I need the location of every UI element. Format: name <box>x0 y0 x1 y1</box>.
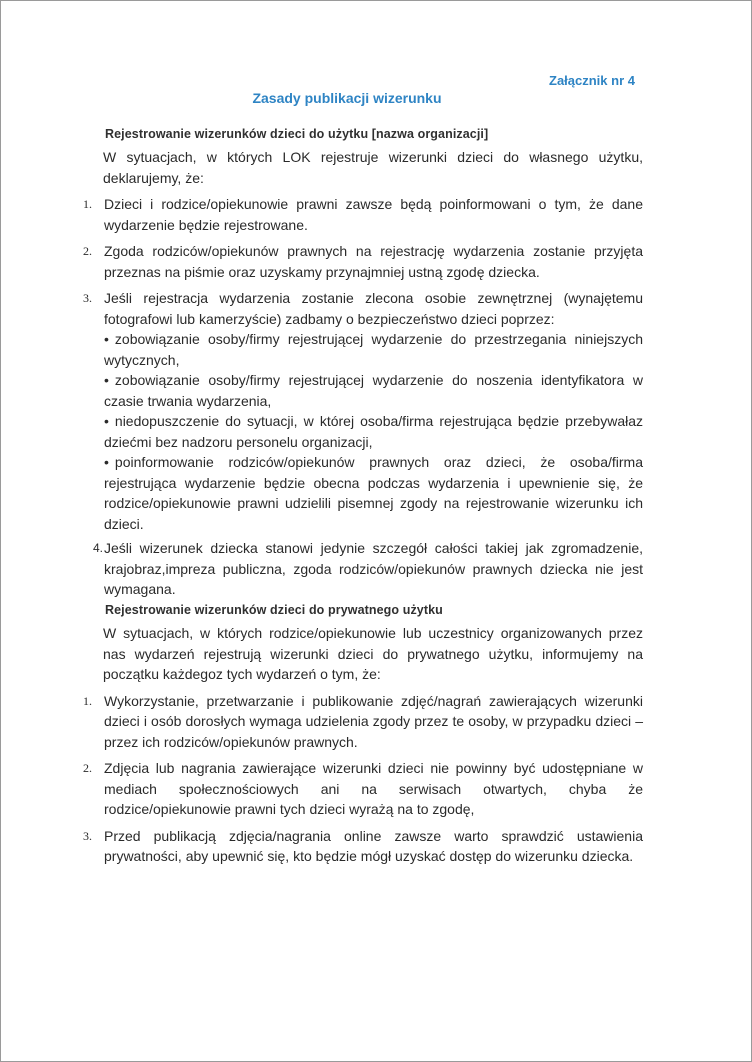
list-item-text: Zdjęcia lub nagrania zawierające wizerunki dzieci nie powinny być udostępniane w mediach społecznościowych ani na serwisach otwartych, chyba że rodzice/opiekunowie prawni tych dzieci wyrażą na to zgodę, <box>104 760 643 817</box>
list-item <box>83 241 643 282</box>
bullet-icon: • <box>104 372 109 388</box>
bullet-icon: • <box>104 454 109 470</box>
bullet-item <box>104 411 643 452</box>
list-item <box>83 288 643 534</box>
list-item <box>83 194 643 235</box>
list-number: 1. <box>83 197 92 211</box>
list-item-text: Jeśli wizerunek dziecka stanowi jedynie szczegół całości takiej jak zgromadzenie, krajobraz,impreza publiczna, zgoda rodziców/opiekunów prawnych dziecka nie jest wymagana. <box>104 540 643 597</box>
list-number: 3. <box>83 828 92 843</box>
list-number: 4. <box>93 541 104 555</box>
bullet-text: zobowiązanie osoby/firmy rejestrującej wydarzenie do noszenia identyfikatora w czasie trwania wydarzenia, <box>104 372 643 409</box>
attachment-label: Załącznik nr 4 <box>549 73 635 88</box>
list-number: 2. <box>83 244 92 258</box>
list-number: 3. <box>83 291 92 305</box>
section-heading: Rejestrowanie wizerunków dzieci do prywatnego użytku <box>105 603 443 617</box>
list-number: 1. <box>83 693 92 708</box>
list-item <box>83 826 643 867</box>
list-item <box>83 538 643 600</box>
bullet-text: zobowiązanie osoby/firmy rejestrującej wydarzenie do przestrzegania niniejszych wytycznych, <box>104 331 643 368</box>
list-item-text: Wykorzystanie, przetwarzanie i publikowanie zdjęć/nagrań zawierających wizerunki dzieci i osób dorosłych wymaga udzielenia zgody przez te osoby, w przypadku dzieci – przez ich rodziców/opiekunów prawnych. <box>104 692 643 750</box>
list-number: 2. <box>83 761 92 775</box>
bullet-icon: • <box>104 331 109 347</box>
section-heading: Rejestrowanie wizerunków dzieci do użytku [nazwa organizacji] <box>105 127 489 141</box>
bullet-item <box>104 329 643 370</box>
section-own-use <box>83 127 643 606</box>
list-item-text: Dzieci i rodzice/opiekunowie prawni zawsze będą poinformowani o tym, że dane wydarzenie będzie rejestrowane. <box>104 196 643 233</box>
list-item <box>83 691 643 753</box>
document-title: Zasady publikacji wizerunku <box>252 90 442 106</box>
section-intro: W sytuacjach, w których LOK rejestruje wizerunki dzieci do własnego użytku, deklarujemy, że: <box>103 149 643 186</box>
bullet-item <box>104 452 643 534</box>
bullet-icon: • <box>104 413 109 429</box>
list-item-text: Jeśli rejestracja wydarzenia zostanie zlecona osobie zewnętrznej (wynajętemu fotografowi lub kamerzyście) zadbamy o bezpieczeństwo dzieci poprzez: <box>104 290 643 327</box>
bullet-item <box>104 370 643 411</box>
section-intro: W sytuacjach, w których rodzice/opiekunowie lub uczestnicy organizowanych przez nas wydarzeń rejestrują wizerunki dzieci do prywatnego użytku, informujemy na początku każdegoz tych wydarzeń o tym, że: <box>103 625 643 682</box>
bullet-text: poinformowanie rodziców/opiekunów prawnych oraz dzieci, że osoba/firma rejestrująca wydarzenie będzie obecna podczas wydarzenia i upewnienie się, że rodzice/opiekunowie prawni udzielili pisemnej zgody na rejestrowanie wizerunku ich dzieci. <box>104 454 643 532</box>
list-item-text: Zgoda rodziców/opiekunów prawnych na rejestrację wydarzenia zostanie przyjęta przeznas na piśmie oraz uzyskamy przynajmniej ustną zgodę dziecka. <box>104 243 643 280</box>
list-item-text: Przed publikacją zdjęcia/nagrania online zawsze warto sprawdzić ustawienia prywatności, aby upewnić się, kto będzie mógł uzyskać dostęp do wizerunku dziecka. <box>104 827 643 864</box>
list-item <box>83 758 643 820</box>
section-private-use <box>83 603 643 873</box>
bullet-text: niedopuszczenie do sytuacji, w której osoba/firma rejestrująca będzie przebywałaz dziećmi bez nadzoru personelu organizacji, <box>104 413 643 450</box>
